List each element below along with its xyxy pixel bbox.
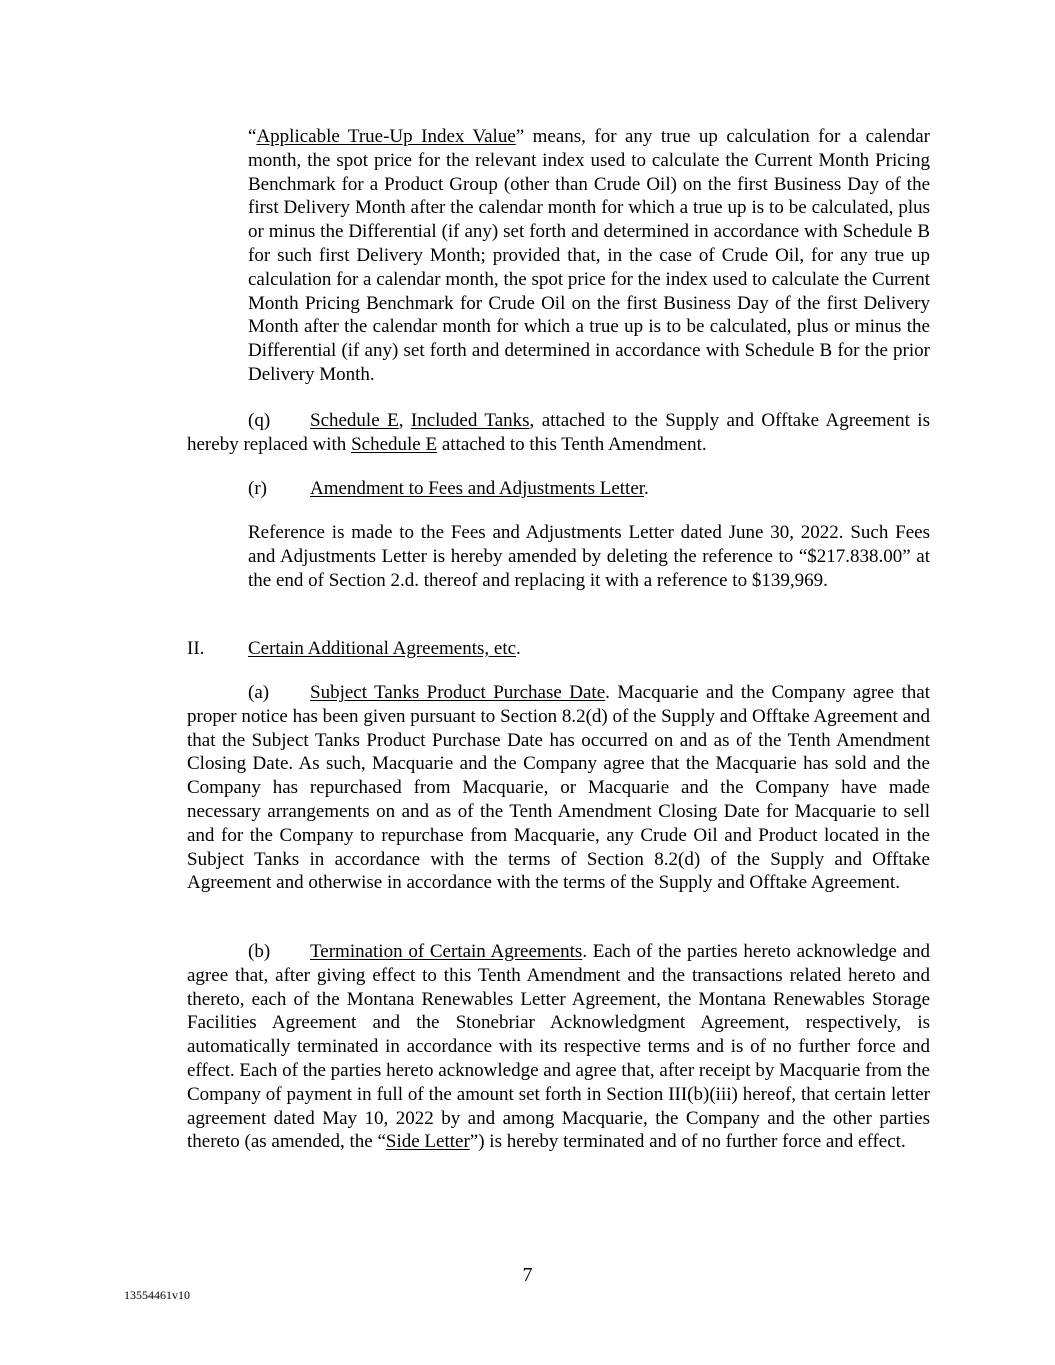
section-a-marker: (a): [248, 682, 270, 703]
section-b-title: Termination of Certain Agreements: [310, 941, 583, 962]
section-r-title: Amendment to Fees and Adjustments Letter: [310, 478, 645, 499]
page-number: 7: [522, 1264, 533, 1286]
section-II-title: Certain Additional Agreements, etc: [248, 638, 517, 659]
section-q-title-b: Included Tanks: [410, 410, 530, 431]
section-b-body-2: ”) is hereby terminated and of no further force and effect.: [469, 1131, 906, 1153]
section-a-paragraph: [187, 681, 930, 895]
section-II-heading: [187, 637, 521, 661]
section-a-title: Subject Tanks Product Purchase Date: [310, 682, 606, 703]
section-b-paragraph: [187, 940, 930, 1154]
section-b-marker: (b): [248, 941, 271, 962]
section-q-marker: (q): [248, 410, 271, 431]
section-r-heading: [248, 477, 649, 501]
section-r-body: Reference is made to the Fees and Adjustments Letter dated June 30, 2022. Such Fees and Adjustments Letter is hereby amended by deleting the reference to “$217.838.00” at the end of Section 2.d. thereof and replacing it with a reference to $139,969.: [248, 522, 930, 591]
section-II-marker: II.: [187, 638, 205, 659]
document-id: 13554461v10: [124, 1288, 190, 1302]
section-r-end: .: [644, 478, 649, 499]
side-letter-term: Side Letter: [385, 1131, 470, 1153]
section-q-text-2: attached to this Tenth Amendment.: [437, 433, 707, 455]
section-q-sep: ,: [398, 410, 411, 431]
definition-body: ” means, for any true up calculation for a calendar month, the spot price for the relevant index used to calculate the Current Month Pricing Benchmark for a Product Group (other than Crude Oil) on the first Business Day of the first Delivery Month after the calendar month for which a true up is to be calculated, plus or minus the Differential (if any) set forth and determined in accordance with Schedule B for such first Delivery Month; provided that, in the case of Crude Oil, for any true up calculation for a calendar month, the spot price for the index used to calculate the Current Month Pricing Benchmark for Crude Oil on the first Business Day of the first Delivery Month after the calendar month for which a true up is to be calculated, plus or minus the Differential (if any) set forth and determined in accordance with Schedule B for the prior Delivery Month.: [248, 126, 930, 385]
section-q-paragraph: [187, 409, 930, 457]
section-II-end: .: [516, 638, 521, 659]
defined-term: Applicable True-Up Index Value: [256, 126, 516, 147]
section-a-body: . Macquarie and the Company agree that proper notice has been given pursuant to Section 8.2(d) of the Supply and Offtake Agreement and that the Subject Tanks Product Purchase Date has occurred on and as of the Tenth Amendment Closing Date. As such, Macquarie and the Company agree that the Macquarie has sold and the Company has repurchased from Macquarie, or Macquarie and the Company have made necessary arrangements on and as of the Tenth Amendment Closing Date for Macquarie to sell and for the Company to repurchase from Macquarie, any Crude Oil and Product located in the Subject Tanks in accordance with the terms of Section 8.2(d) of the Supply and Offtake Agreement and otherwise in accordance with the terms of the Supply and Offtake Agreement.: [187, 682, 930, 894]
section-q-text-1: , attached to the Supply and Offtake Agreement is hereby replaced with: [187, 410, 930, 455]
definition-paragraph: [248, 125, 930, 387]
section-q-title-a: Schedule E: [310, 410, 399, 431]
open-quote: “: [248, 126, 257, 147]
section-b-body-1: . Each of the parties hereto acknowledge and agree that, after giving effect to this Tenth Amendment and the transactions related hereto and thereto, each of the Montana Renewables Letter Agreement, the Montana Renewables Storage Facilities Agreement and the Stonebriar Acknowledgment Agreement, respectively, is automatically terminated in accordance with its respective terms and is of no further force and effect. Each of the parties hereto acknowledge and agree that, after receipt by Macquarie from the Company of payment in full of the amount set forth in Section III(b)(iii) hereof, that certain letter agreement dated May 10, 2022 by and among Macquarie, the Company and the other parties thereto (as amended, the “: [187, 941, 931, 1153]
section-q-ref: Schedule E: [351, 433, 438, 455]
section-r-marker: (r): [248, 478, 267, 499]
